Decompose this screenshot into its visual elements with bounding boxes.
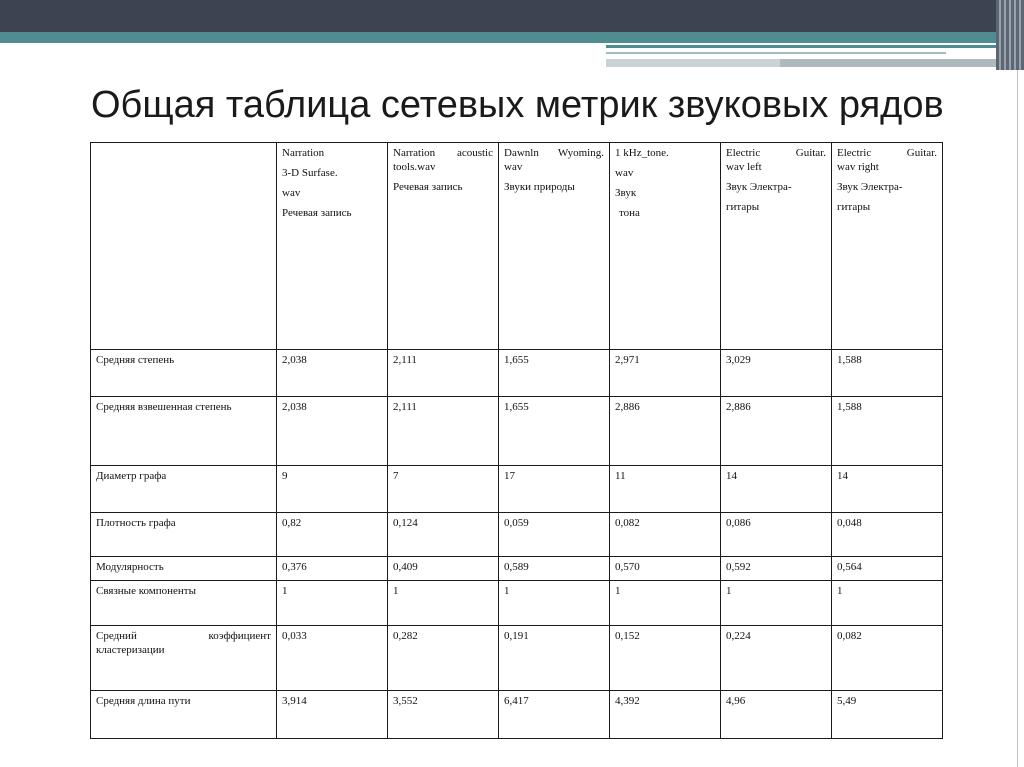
row-label: Модулярность: [91, 557, 277, 581]
table-cell: 2,038: [277, 397, 388, 466]
table-cell: 1,588: [832, 350, 943, 397]
column-header: Electric Guitar. wav left Звук Электра- гитары: [721, 143, 832, 350]
table-row: [91, 581, 943, 626]
table-cell: 0,564: [832, 557, 943, 581]
table-cell: 0,033: [277, 626, 388, 691]
table-cell: 1: [499, 581, 610, 626]
table-cell: 1: [832, 581, 943, 626]
table-cell: 1: [388, 581, 499, 626]
table-cell: 0,191: [499, 626, 610, 691]
table-cell: 0,086: [721, 513, 832, 557]
table-cell: 1: [277, 581, 388, 626]
row-label: Средний коэффициент кластеризации: [91, 626, 277, 691]
table-cell: 0,282: [388, 626, 499, 691]
accent-band: [780, 59, 1024, 67]
row-label: Средняя взвешенная степень: [91, 397, 277, 466]
table-cell: 17: [499, 466, 610, 513]
column-header: Narration acoustic tools.wav Речевая запись: [388, 143, 499, 350]
accent-line: [606, 52, 946, 54]
table-cell: 3,552: [388, 691, 499, 739]
table-cell: 2,886: [721, 397, 832, 466]
table-cell: 9: [277, 466, 388, 513]
slide-edge: [1017, 70, 1018, 767]
table-cell: 0,082: [832, 626, 943, 691]
table-cell: 1,655: [499, 397, 610, 466]
table-cell: 0,592: [721, 557, 832, 581]
table-cell: 4,96: [721, 691, 832, 739]
table-cell: 0,589: [499, 557, 610, 581]
table-cell: 0,124: [388, 513, 499, 557]
column-header: Dawnln Wyoming. wav Звуки природы: [499, 143, 610, 350]
table-cell: 1: [721, 581, 832, 626]
row-label: Средняя длина пути: [91, 691, 277, 739]
table-cell: 2,038: [277, 350, 388, 397]
table-cell: 0,224: [721, 626, 832, 691]
header-corner-cell: [91, 143, 277, 350]
table-cell: 11: [610, 466, 721, 513]
table-cell: 0,048: [832, 513, 943, 557]
table-cell: 2,971: [610, 350, 721, 397]
table-header-row: [91, 143, 943, 350]
table-cell: 2,111: [388, 350, 499, 397]
top-teal-band: [0, 32, 1024, 43]
table-cell: 3,029: [721, 350, 832, 397]
table-cell: 2,111: [388, 397, 499, 466]
table-cell: 6,417: [499, 691, 610, 739]
table-cell: 0,059: [499, 513, 610, 557]
column-header: Narration 3-D Surfase. wav Речевая запись: [277, 143, 388, 350]
table-cell: 14: [721, 466, 832, 513]
table-cell: 0,376: [277, 557, 388, 581]
table-row: [91, 350, 943, 397]
table-cell: 7: [388, 466, 499, 513]
row-label: Средняя степень: [91, 350, 277, 397]
table-cell: 4,392: [610, 691, 721, 739]
table-cell: 0,152: [610, 626, 721, 691]
table-cell: 1: [610, 581, 721, 626]
accent-line: [606, 45, 1024, 48]
row-label: Плотность графа: [91, 513, 277, 557]
table-row: [91, 557, 943, 581]
table-cell: 2,886: [610, 397, 721, 466]
column-header: Electric Guitar. wav right Звук Электра- гитары: [832, 143, 943, 350]
table-cell: 1,655: [499, 350, 610, 397]
table-row: [91, 691, 943, 739]
slide-title: Общая таблица сетевых метрик звуковых рядов: [91, 84, 944, 126]
table-cell: 0,409: [388, 557, 499, 581]
table-cell: 5,49: [832, 691, 943, 739]
table-row: [91, 397, 943, 466]
table-row: [91, 466, 943, 513]
corner-stripes: [996, 0, 1024, 70]
top-dark-band: [0, 0, 1024, 32]
table-cell: 3,914: [277, 691, 388, 739]
metrics-table: [90, 142, 943, 739]
column-header: 1 kHz_tone. wav Звук тона: [610, 143, 721, 350]
table-cell: 0,82: [277, 513, 388, 557]
row-label: Диаметр графа: [91, 466, 277, 513]
table-row: [91, 626, 943, 691]
table-cell: 14: [832, 466, 943, 513]
table-cell: 0,082: [610, 513, 721, 557]
table-row: [91, 513, 943, 557]
table-cell: 1,588: [832, 397, 943, 466]
row-label: Связные компоненты: [91, 581, 277, 626]
table-cell: 0,570: [610, 557, 721, 581]
